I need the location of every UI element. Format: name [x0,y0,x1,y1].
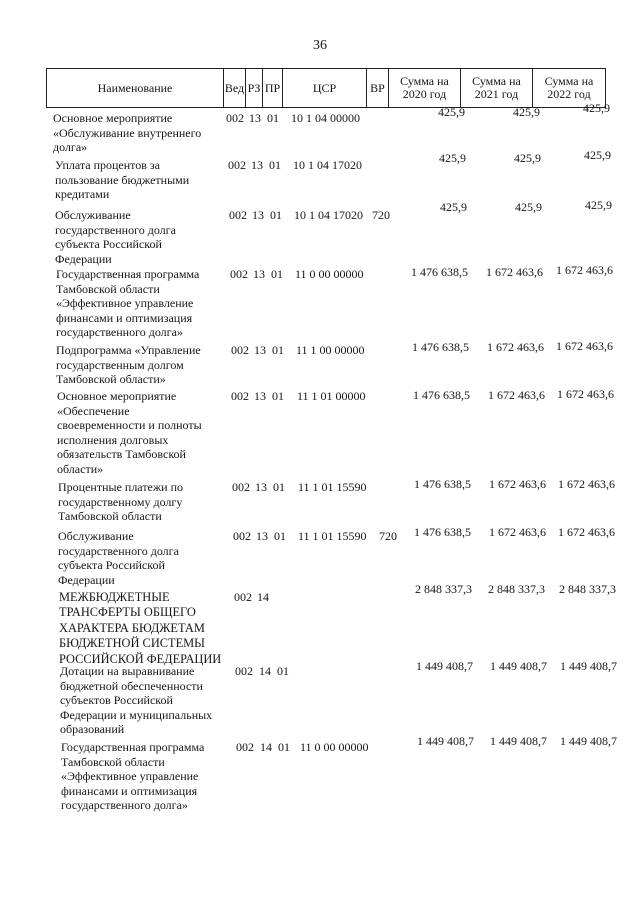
row-rz: 13 [256,529,268,543]
row-csr: 10 1 04 17020 [294,208,363,222]
row-sum-2021: 1 449 408,7 [490,659,547,673]
row-name: Обслуживание государственного долга субъекта Российской Федерации [55,208,176,266]
row-sum-2021: 1 672 463,6 [489,477,546,491]
row-name: Основное мероприятие «Обеспечение своевременности и полноты исполнения долговых обязательств Тамбовской области» [57,389,202,476]
row-sum-2020: 1 476 638,5 [414,525,471,539]
row-pr: 01 [269,158,281,172]
row-ved: 002 [228,158,246,172]
row-sum-2020: 1 449 408,7 [416,659,473,673]
row-name: Основное мероприятие «Обслуживание внутреннего долга» [53,111,202,155]
header-sum-2020: Сумма на 2020 год [389,69,461,107]
header-rz: РЗ [246,69,263,107]
header-pr: ПР [263,69,283,107]
row-vr: 720 [372,208,390,222]
row-sum-2022: 1 672 463,6 [556,339,613,353]
row-sum-2021: 425,9 [513,105,540,119]
row-rz: 13 [254,343,266,357]
row-sum-2022: 1 449 408,7 [560,734,617,748]
page-number: 36 [313,38,327,53]
row-pr: 01 [270,208,282,222]
row-csr: 11 1 01 15590 [298,529,367,543]
row-ved: 002 [231,389,249,403]
row-sum-2022: 1 672 463,6 [556,263,613,277]
row-name: Государственная программа Тамбовской области «Эффективное управление финансами и оптимизация государственного долга» [56,267,200,340]
row-ved: 002 [236,740,254,754]
row-rz: 13 [252,208,264,222]
row-ved: 002 [229,208,247,222]
row-csr: 10 1 04 17020 [293,158,362,172]
row-vr: 720 [379,529,397,543]
row-sum-2021: 2 848 337,3 [488,582,545,596]
row-name: Обслуживание государственного долга субъекта Российской Федерации [58,529,179,587]
row-name: Дотации на выравнивание бюджетной обеспеченности субъектов Российской Федерации и муниципальных образований [60,664,213,737]
row-pr: 01 [272,389,284,403]
row-rz: 13 [253,267,265,281]
row-sum-2020: 2 848 337,3 [415,582,472,596]
row-ved: 002 [235,664,253,678]
row-ved: 002 [230,267,248,281]
row-name: Уплата процентов за пользование бюджетными кредитами [55,158,190,202]
row-pr: 01 [273,480,285,494]
row-csr: 11 0 00 00000 [295,267,364,281]
row-pr: 01 [274,529,286,543]
row-pr: 01 [272,343,284,357]
row-sum-2020: 425,9 [440,200,467,214]
header-sum-2022: Сумма на 2022 год [544,74,594,101]
row-sum-2020: 1 476 638,5 [411,265,468,279]
row-name: Процентные платежи по государственному долгу Тамбовской области [58,480,184,524]
row-rz: 13 [251,158,263,172]
row-sum-2022: 1 672 463,6 [557,387,614,401]
row-sum-2021: 425,9 [514,151,541,165]
row-pr: 01 [271,267,283,281]
header-sum-2021: Сумма на 2021 год [461,69,533,107]
header-csr: ЦСР [283,69,367,107]
header-name: Наименование [47,69,224,107]
row-rz: 13 [254,389,266,403]
row-csr: 11 0 00 00000 [300,740,369,754]
row-pr: 01 [267,111,279,125]
row-name: Государственная программа Тамбовской области «Эффективное управление финансами и оптимизация государственного долга» [61,740,205,813]
row-pr: 01 [278,740,290,754]
row-rz: 13 [255,480,267,494]
row-ved: 002 [234,590,252,604]
header-vr: ВР [367,69,389,107]
row-sum-2020: 1 476 638,5 [413,388,470,402]
row-sum-2022: 425,9 [585,198,612,212]
row-pr: 01 [277,664,289,678]
row-sum-2022: 425,9 [583,101,610,115]
row-csr: 11 1 01 00000 [297,389,366,403]
row-sum-2022: 1 449 408,7 [560,659,617,673]
row-rz: 13 [249,111,261,125]
row-name: МЕЖБЮДЖЕТНЫЕ ТРАНСФЕРТЫ ОБЩЕГО ХАРАКТЕРА БЮДЖЕТАМ БЮДЖЕТНОЙ СИСТЕМЫ РОССИЙСКОЙ ФЕДЕРАЦИИ [59,590,222,666]
row-sum-2022: 425,9 [584,148,611,162]
row-sum-2021: 1 672 463,6 [488,388,545,402]
row-sum-2022: 1 672 463,6 [558,477,615,491]
row-sum-2021: 1 672 463,6 [487,340,544,354]
row-sum-2020: 425,9 [439,151,466,165]
row-sum-2021: 1 672 463,6 [486,265,543,279]
row-rz: 14 [259,664,271,678]
row-csr: 11 1 00 00000 [296,343,365,357]
row-sum-2022: 1 672 463,6 [558,525,615,539]
row-sum-2020: 1 476 638,5 [414,477,471,491]
row-sum-2020: 1 476 638,5 [412,340,469,354]
row-csr: 11 1 01 15590 [298,480,367,494]
row-ved: 002 [226,111,244,125]
row-name: Подпрограмма «Управление государственным долгом Тамбовской области» [56,343,201,387]
row-sum-2020: 1 449 408,7 [417,734,474,748]
row-sum-2022: 2 848 337,3 [559,582,616,596]
row-sum-2021: 1 672 463,6 [489,525,546,539]
row-csr: 10 1 04 00000 [291,111,360,125]
row-ved: 002 [232,480,250,494]
row-rz: 14 [260,740,272,754]
header-ved: Вед [224,69,246,107]
row-ved: 002 [231,343,249,357]
row-rz: 14 [257,590,269,604]
row-ved: 002 [233,529,251,543]
row-sum-2021: 425,9 [515,200,542,214]
row-sum-2020: 425,9 [438,105,465,119]
row-sum-2021: 1 449 408,7 [490,734,547,748]
